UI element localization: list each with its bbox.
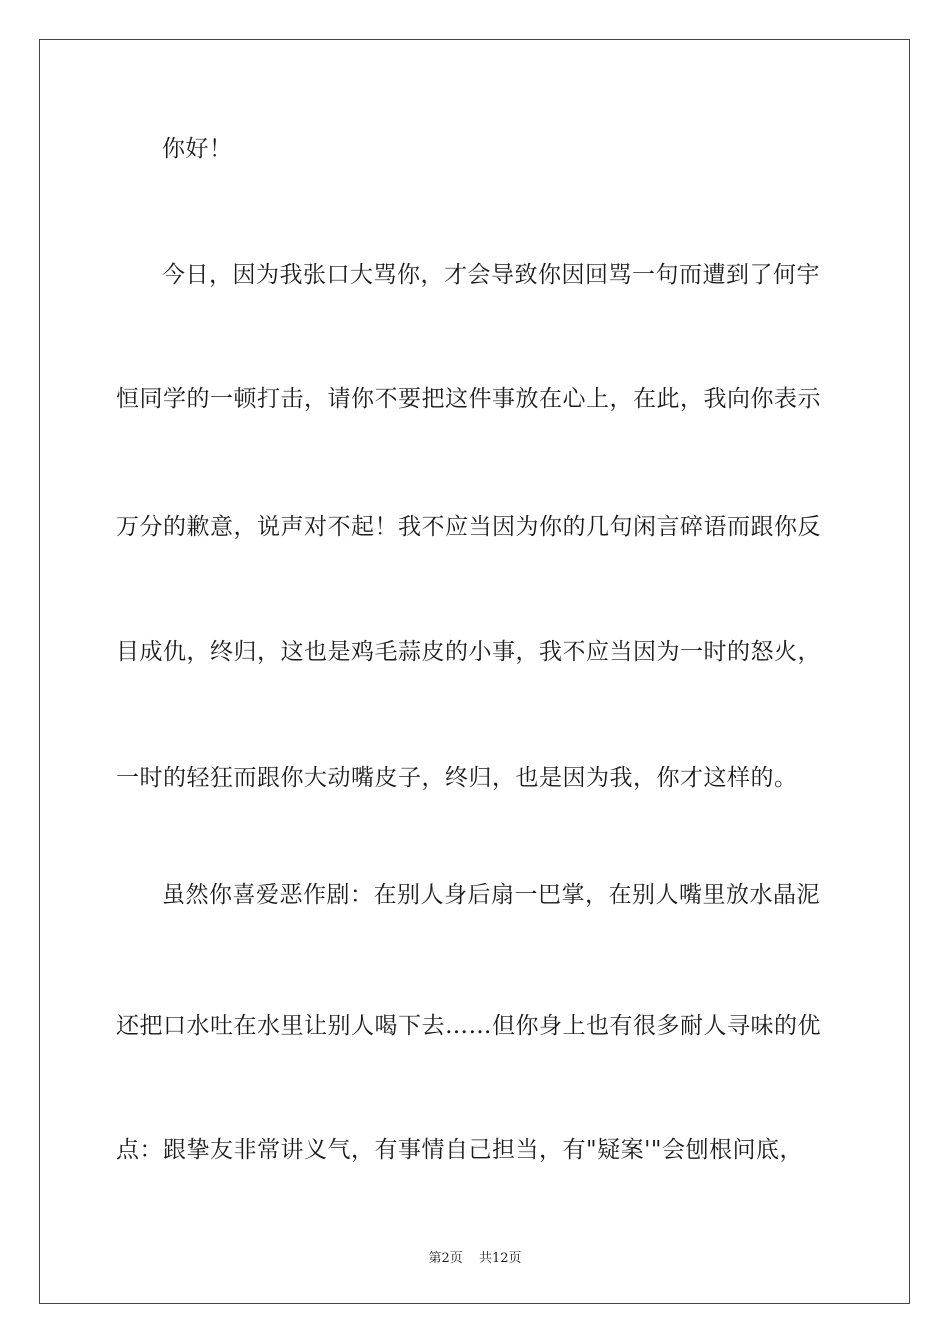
body-line-4: 目成仇，终归，这也是鸡毛蒜皮的小事，我不应当因为一时的怒火， [116,639,821,665]
page-total: 共12页 [478,1251,522,1266]
body-line-6: 虽然你喜爱恶作剧：在别人身后扇一巴掌，在别人嘴里放水晶泥 [162,882,820,908]
body-line-1: 今日，因为我张口大骂你，才会导致你因回骂一句而遭到了何宇 [162,262,820,288]
page-number: 第2页 [428,1251,463,1266]
body-line-3: 万分的歉意，说声对不起！我不应当因为你的几句闲言碎语而跟你反 [116,514,821,540]
body-line-5: 一时的轻狂而跟你大动嘴皮子，终归，也是因为我，你才这样的。 [116,765,798,791]
page-border [39,39,910,1304]
body-line-7: 还把口水吐在水里让别人喝下去……但你身上也有很多耐人寻味的优 [116,1013,821,1039]
body-line-2: 恒同学的一顿打击，请你不要把这件事放在心上，在此，我向你表示 [116,386,821,412]
page-footer [0,1247,950,1266]
greeting-line: 你好！ [162,136,233,162]
body-line-8: 点：跟挚友非常讲义气，有事情自己担当，有"疑案'"会刨根问底， [116,1137,803,1163]
